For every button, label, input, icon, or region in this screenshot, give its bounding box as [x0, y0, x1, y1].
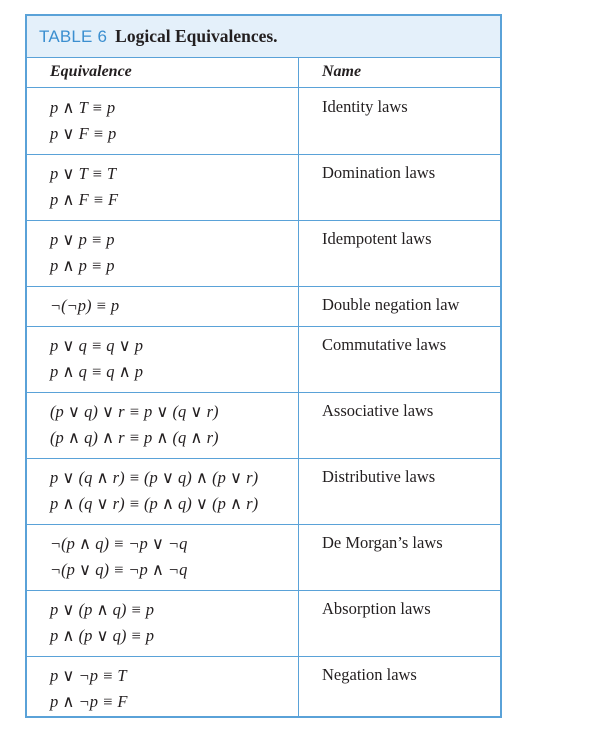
row-separator [27, 220, 500, 221]
equivalence-cell [50, 663, 127, 715]
table-number: TABLE 6 [39, 26, 108, 46]
law-name: Double negation law [322, 295, 460, 314]
row-separator [27, 656, 500, 657]
header-name: Name [322, 63, 362, 80]
equivalence-formula: p ∧ ¬p ≡ F [50, 692, 128, 711]
equivalence-formula: p ∨ ¬p ≡ T [50, 666, 127, 685]
law-name: Absorption laws [322, 599, 431, 618]
equivalence-cell [50, 227, 114, 279]
equivalence-formula: p ∧ T ≡ p [50, 98, 116, 117]
column-divider [298, 58, 299, 716]
row-separator [27, 524, 500, 525]
equivalence-cell [50, 161, 118, 213]
header-equivalence: Equivalence [50, 63, 132, 80]
equivalence-formula: p ∨ (p ∧ q) ≡ p [50, 600, 155, 619]
row-separator [27, 392, 500, 393]
equivalence-cell [50, 597, 154, 649]
equivalence-formula: ¬(p ∨ q) ≡ ¬p ∧ ¬q [50, 560, 188, 579]
table-title: Logical Equivalences. [115, 26, 278, 46]
logical-equivalences-table [25, 14, 502, 718]
header-row [27, 58, 500, 88]
row-separator [27, 154, 500, 155]
equivalence-cell [50, 531, 187, 583]
equivalence-formula: p ∧ F ≡ F [50, 190, 119, 209]
equivalence-formula: p ∨ (q ∧ r) ≡ (p ∨ q) ∧ (p ∨ r) [50, 468, 259, 487]
law-name: Commutative laws [322, 335, 447, 354]
equivalence-cell [50, 465, 258, 517]
equivalence-formula: p ∧ q ≡ q ∧ p [50, 362, 144, 381]
equivalence-cell [50, 293, 119, 319]
row-separator [27, 590, 500, 591]
equivalence-formula: ¬(¬p) ≡ p [50, 296, 120, 315]
equivalence-cell [50, 333, 143, 385]
law-name: Idempotent laws [322, 229, 432, 248]
equivalence-cell [50, 399, 219, 451]
equivalence-formula: p ∨ q ≡ q ∨ p [50, 336, 144, 355]
law-name: Identity laws [322, 97, 408, 116]
equivalence-formula: p ∧ (q ∨ r) ≡ (p ∧ q) ∨ (p ∧ r) [50, 494, 259, 513]
row-separator [27, 286, 500, 287]
law-name: Associative laws [322, 401, 434, 420]
equivalence-formula: p ∧ p ≡ p [50, 256, 115, 275]
law-name: De Morgan’s laws [322, 533, 443, 552]
row-separator [27, 458, 500, 459]
equivalence-formula: p ∨ F ≡ p [50, 124, 117, 143]
equivalence-formula: p ∨ T ≡ T [50, 164, 117, 183]
table-caption [27, 16, 500, 58]
equivalence-formula: ¬(p ∧ q) ≡ ¬p ∨ ¬q [50, 534, 188, 553]
law-name: Distributive laws [322, 467, 436, 486]
law-name: Domination laws [322, 163, 436, 182]
law-name: Negation laws [322, 665, 417, 684]
equivalence-formula: p ∨ p ≡ p [50, 230, 115, 249]
equivalence-formula: (p ∧ q) ∧ r ≡ p ∧ (q ∧ r) [50, 428, 219, 447]
equivalence-cell [50, 95, 116, 147]
row-separator [27, 326, 500, 327]
equivalence-formula: (p ∨ q) ∨ r ≡ p ∨ (q ∨ r) [50, 402, 219, 421]
equivalence-formula: p ∧ (p ∨ q) ≡ p [50, 626, 155, 645]
